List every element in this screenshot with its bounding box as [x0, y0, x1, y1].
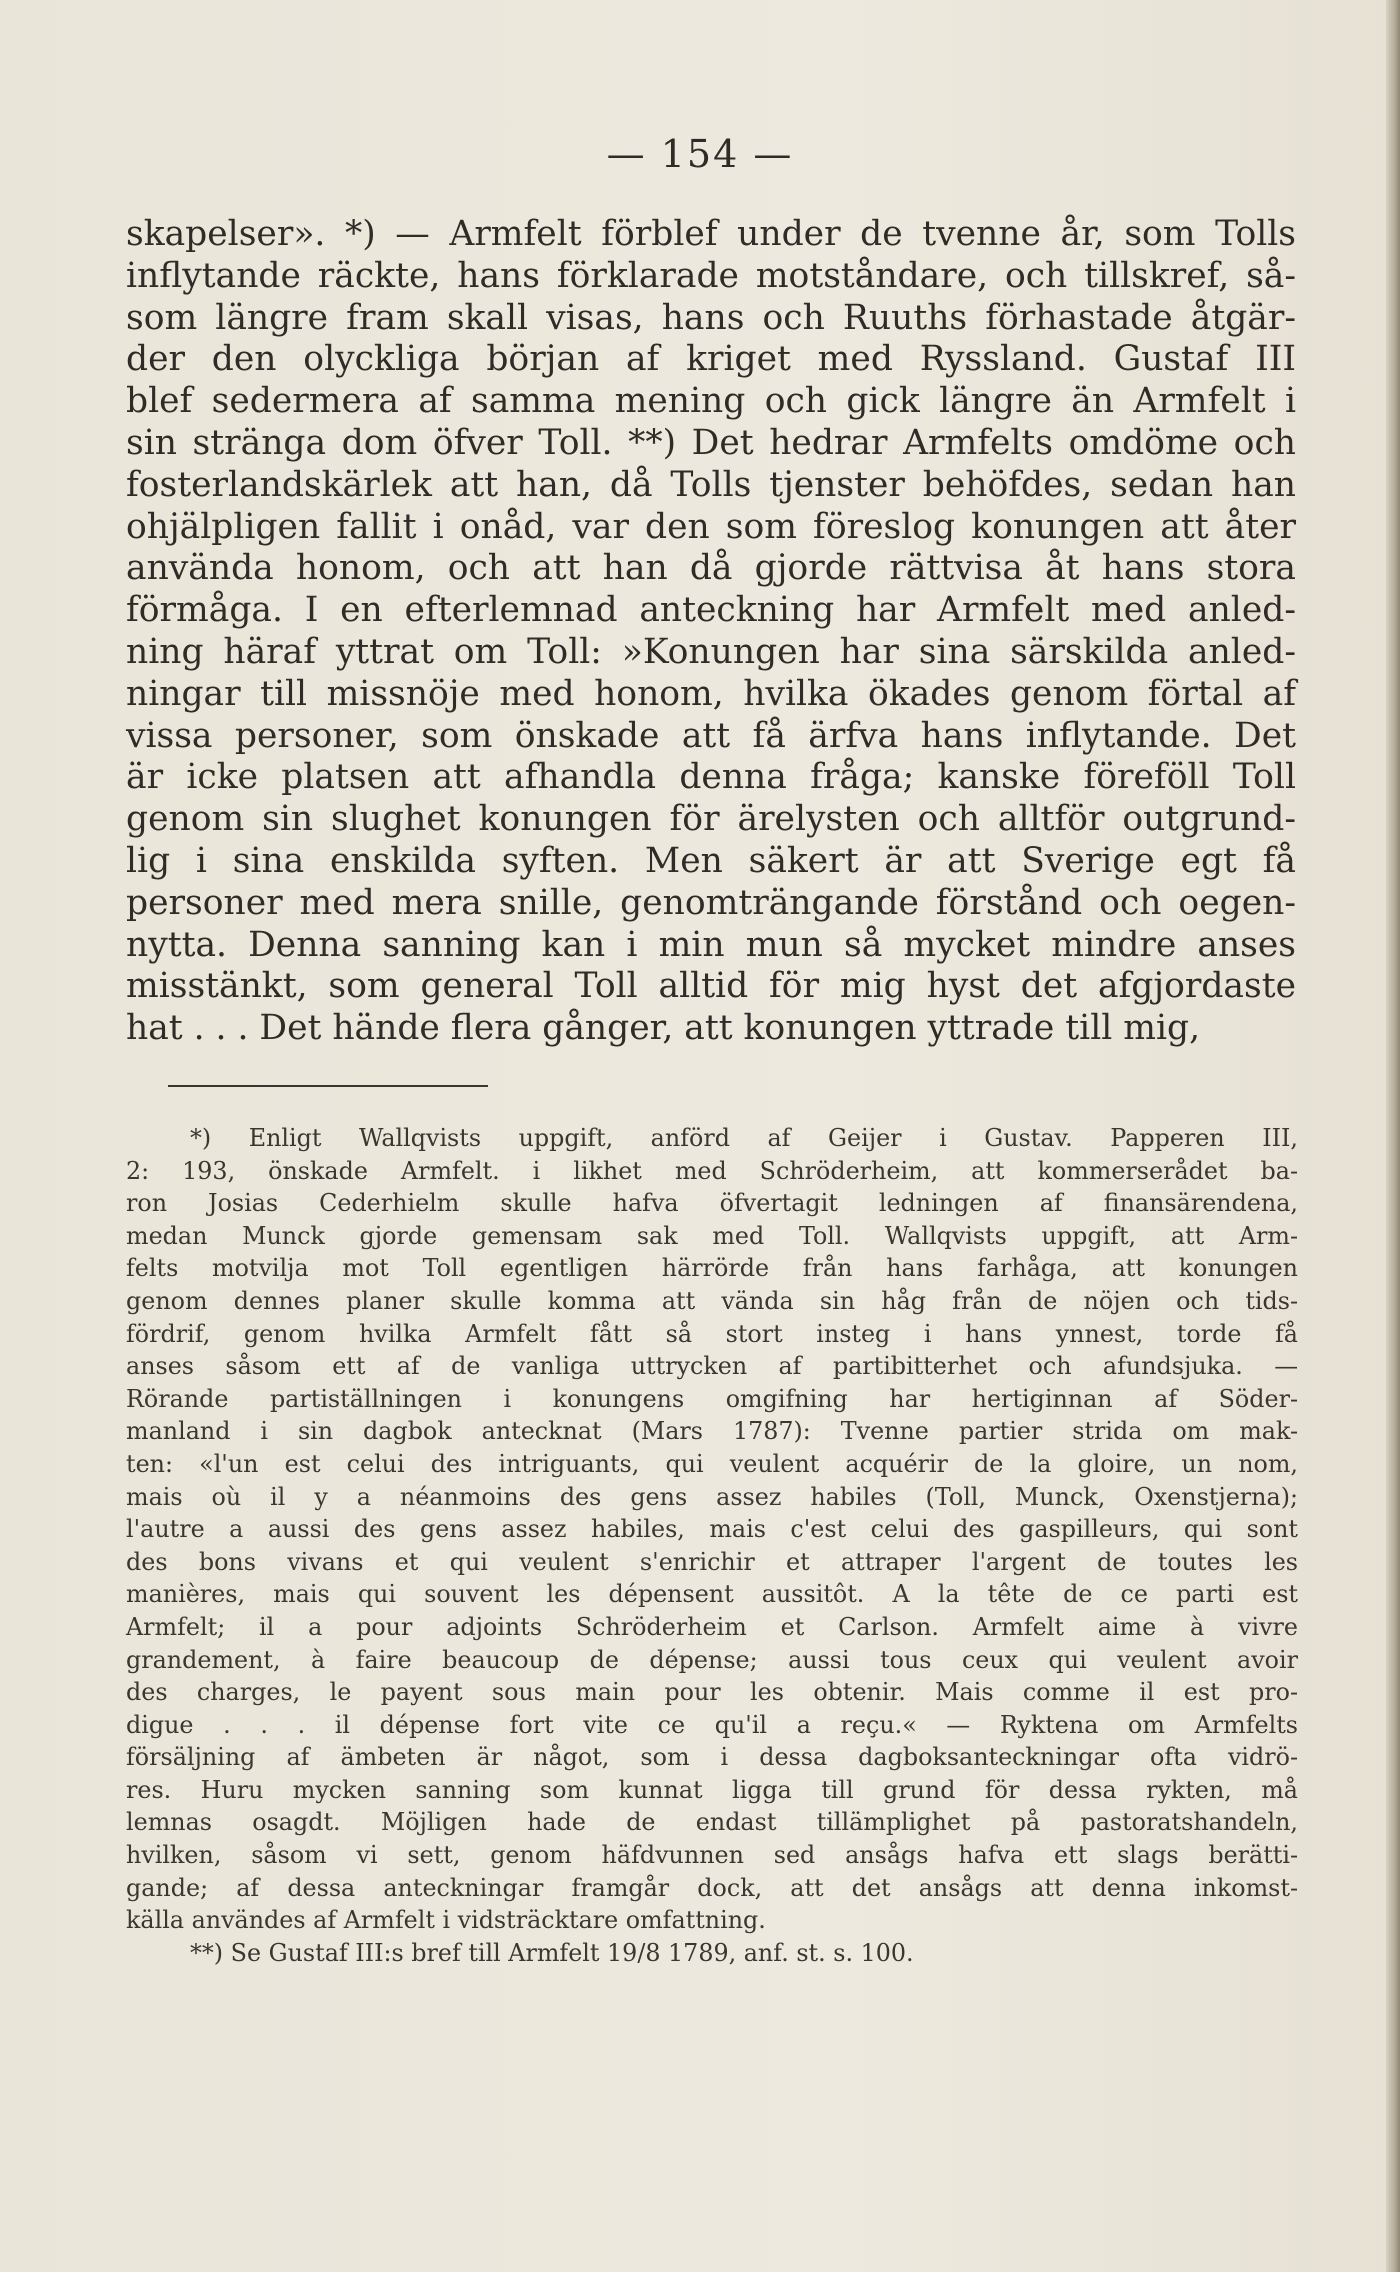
text-line: blef sedermera af samma mening och gick längre än Armfelt i	[126, 381, 1296, 422]
footnote-line: des bons vivans et qui veulent s'enrichir et attraper l'argent de toutes les	[126, 1547, 1298, 1576]
page-edge	[1386, 0, 1400, 2272]
text-line: lig i sina enskilda syften. Men säkert är att Sverige egt få	[126, 840, 1296, 881]
footnote-line: l'autre a aussi des gens assez habiles, mais c'est celui des gaspilleurs, qui sont	[126, 1515, 1298, 1544]
text-line: ning häraf yttrat om Toll: »Konungen har sina särskilda anled-	[126, 631, 1296, 672]
footnote-line: 2: 193, önskade Armfelt. i likhet med Schröderheim, att kommerserådet ba-	[126, 1156, 1298, 1185]
footnote-line: *) Enligt Wallqvists uppgift, anförd af Geijer i Gustav. Papperen III,	[190, 1124, 1298, 1152]
text-line: nytta. Denna sanning kan i min mun så mycket mindre anses	[126, 924, 1296, 965]
text-line: ningar till missnöje med honom, hvilka ökades genom förtal af	[126, 673, 1296, 714]
footnote-line: hvilken, såsom vi sett, genom häfdvunnen sed ansågs hafva ett slags berätti-	[126, 1841, 1298, 1870]
text-line: misstänkt, som general Toll alltid för mig hyst det afgjordaste	[126, 966, 1296, 1007]
text-line: hat . . . Det hände flera gånger, att konungen yttrade till mig,	[126, 1008, 1201, 1049]
page-number: — 154 —	[606, 132, 794, 176]
text-line: ohjälpligen fallit i onåd, var den som föreslog konungen att åter	[126, 506, 1296, 547]
footnote-line: medan Munck gjorde gemensam sak med Toll. Wallqvists uppgift, att Arm-	[126, 1221, 1298, 1250]
footnote-line: källa användes af Armfelt i vidsträcktare omfattning.	[126, 1906, 766, 1935]
footnote-line: **) Se Gustaf III:s bref till Armfelt 19/8 1789, anf. st. s. 100.	[190, 1938, 914, 1967]
footnote-line: fördrif, genom hvilka Armfelt fått så stort insteg i hans ynnest, torde få	[126, 1319, 1298, 1348]
footnote-line: mais où il y a néanmoins des gens assez habiles (Toll, Munck, Oxenstjerna);	[126, 1482, 1298, 1511]
footnote-line: ron Josias Cederhielm skulle hafva öfvertagit ledningen af finansärendena,	[126, 1189, 1298, 1218]
footnote-line: Armfelt; il a pour adjoints Schröderheim et Carlson. Armfelt aime à vivre	[126, 1612, 1298, 1641]
text-line: använda honom, och att han då gjorde rättvisa åt hans stora	[126, 548, 1296, 589]
footnote-line: gande; af dessa anteckningar framgår dock, att det ansågs att denna inkomst-	[126, 1873, 1298, 1902]
text-line: som längre fram skall visas, hans och Ruuths förhastade åtgär-	[126, 297, 1296, 338]
text-line: fosterlandskärlek att han, då Tolls tjenster behöfdes, sedan han	[126, 464, 1296, 505]
footnote-line: anses såsom ett af de vanliga uttrycken af partibitterhet och afundsjuka. —	[126, 1352, 1298, 1381]
text-line: genom sin slughet konungen för ärelysten och alltför outgrund-	[126, 799, 1296, 840]
main-text	[126, 214, 1296, 1050]
text-line: skapelser». *) — Armfelt förblef under de tvenne år, som Tolls	[126, 214, 1296, 254]
footnote-line: ten: «l'un est celui des intriguants, qui veulent acquérir de la gloire, un nom,	[126, 1449, 1298, 1478]
text-line: vissa personer, som önskade att få ärfva hans inflytande. Det	[126, 715, 1296, 756]
text-line: der den olyckliga början af kriget med Ryssland. Gustaf III	[126, 339, 1296, 380]
footnote-line: lemnas osagdt. Möjligen hade de endast tillämplighet på pastoratshandeln,	[126, 1808, 1298, 1837]
footnote-line: försäljning af ämbeten är något, som i dessa dagboksanteckningar ofta vidrö-	[126, 1743, 1298, 1772]
footnote-line: Rörande partiställningen i konungens omgifning har hertiginnan af Söder-	[126, 1384, 1298, 1413]
footnote-line: res. Huru mycken sanning som kunnat ligga till grund för dessa rykten, må	[126, 1775, 1298, 1804]
footnote-line: grandement, à faire beaucoup de dépense; aussi tous ceux qui veulent avoir	[126, 1645, 1298, 1674]
text-line: personer med mera snille, genomträngande förstånd och oegen-	[126, 882, 1296, 923]
footnote-line: digue . . . il dépense fort vite ce qu'il a reçu.« — Ryktena om Armfelts	[126, 1710, 1298, 1739]
footnote-line: manland i sin dagbok antecknat (Mars 1787): Tvenne partier strida om mak-	[126, 1417, 1298, 1446]
text-line: förmåga. I en efterlemnad anteckning har Armfelt med anled-	[126, 590, 1296, 631]
footnote-line: manières, mais qui souvent les dépensent aussitôt. A la tête de ce parti est	[126, 1580, 1298, 1609]
footnote-line: felts motvilja mot Toll egentligen härrörde från hans farhåga, att konungen	[126, 1254, 1298, 1283]
footnotes	[126, 1122, 1298, 1969]
text-line: sin stränga dom öfver Toll. **) Det hedrar Armfelts omdöme och	[126, 422, 1296, 463]
text-line: inflytande räckte, hans förklarade motståndare, och tillskref, så-	[126, 255, 1296, 296]
text-line: är icke platsen att afhandla denna fråga; kanske föreföll Toll	[126, 757, 1296, 798]
footnote-line: des charges, le payent sous main pour les obtenir. Mais comme il est pro-	[126, 1678, 1298, 1707]
footnote-separator	[168, 1085, 488, 1087]
footnote-line: genom dennes planer skulle komma att vända sin håg från de nöjen och tids-	[126, 1286, 1298, 1315]
